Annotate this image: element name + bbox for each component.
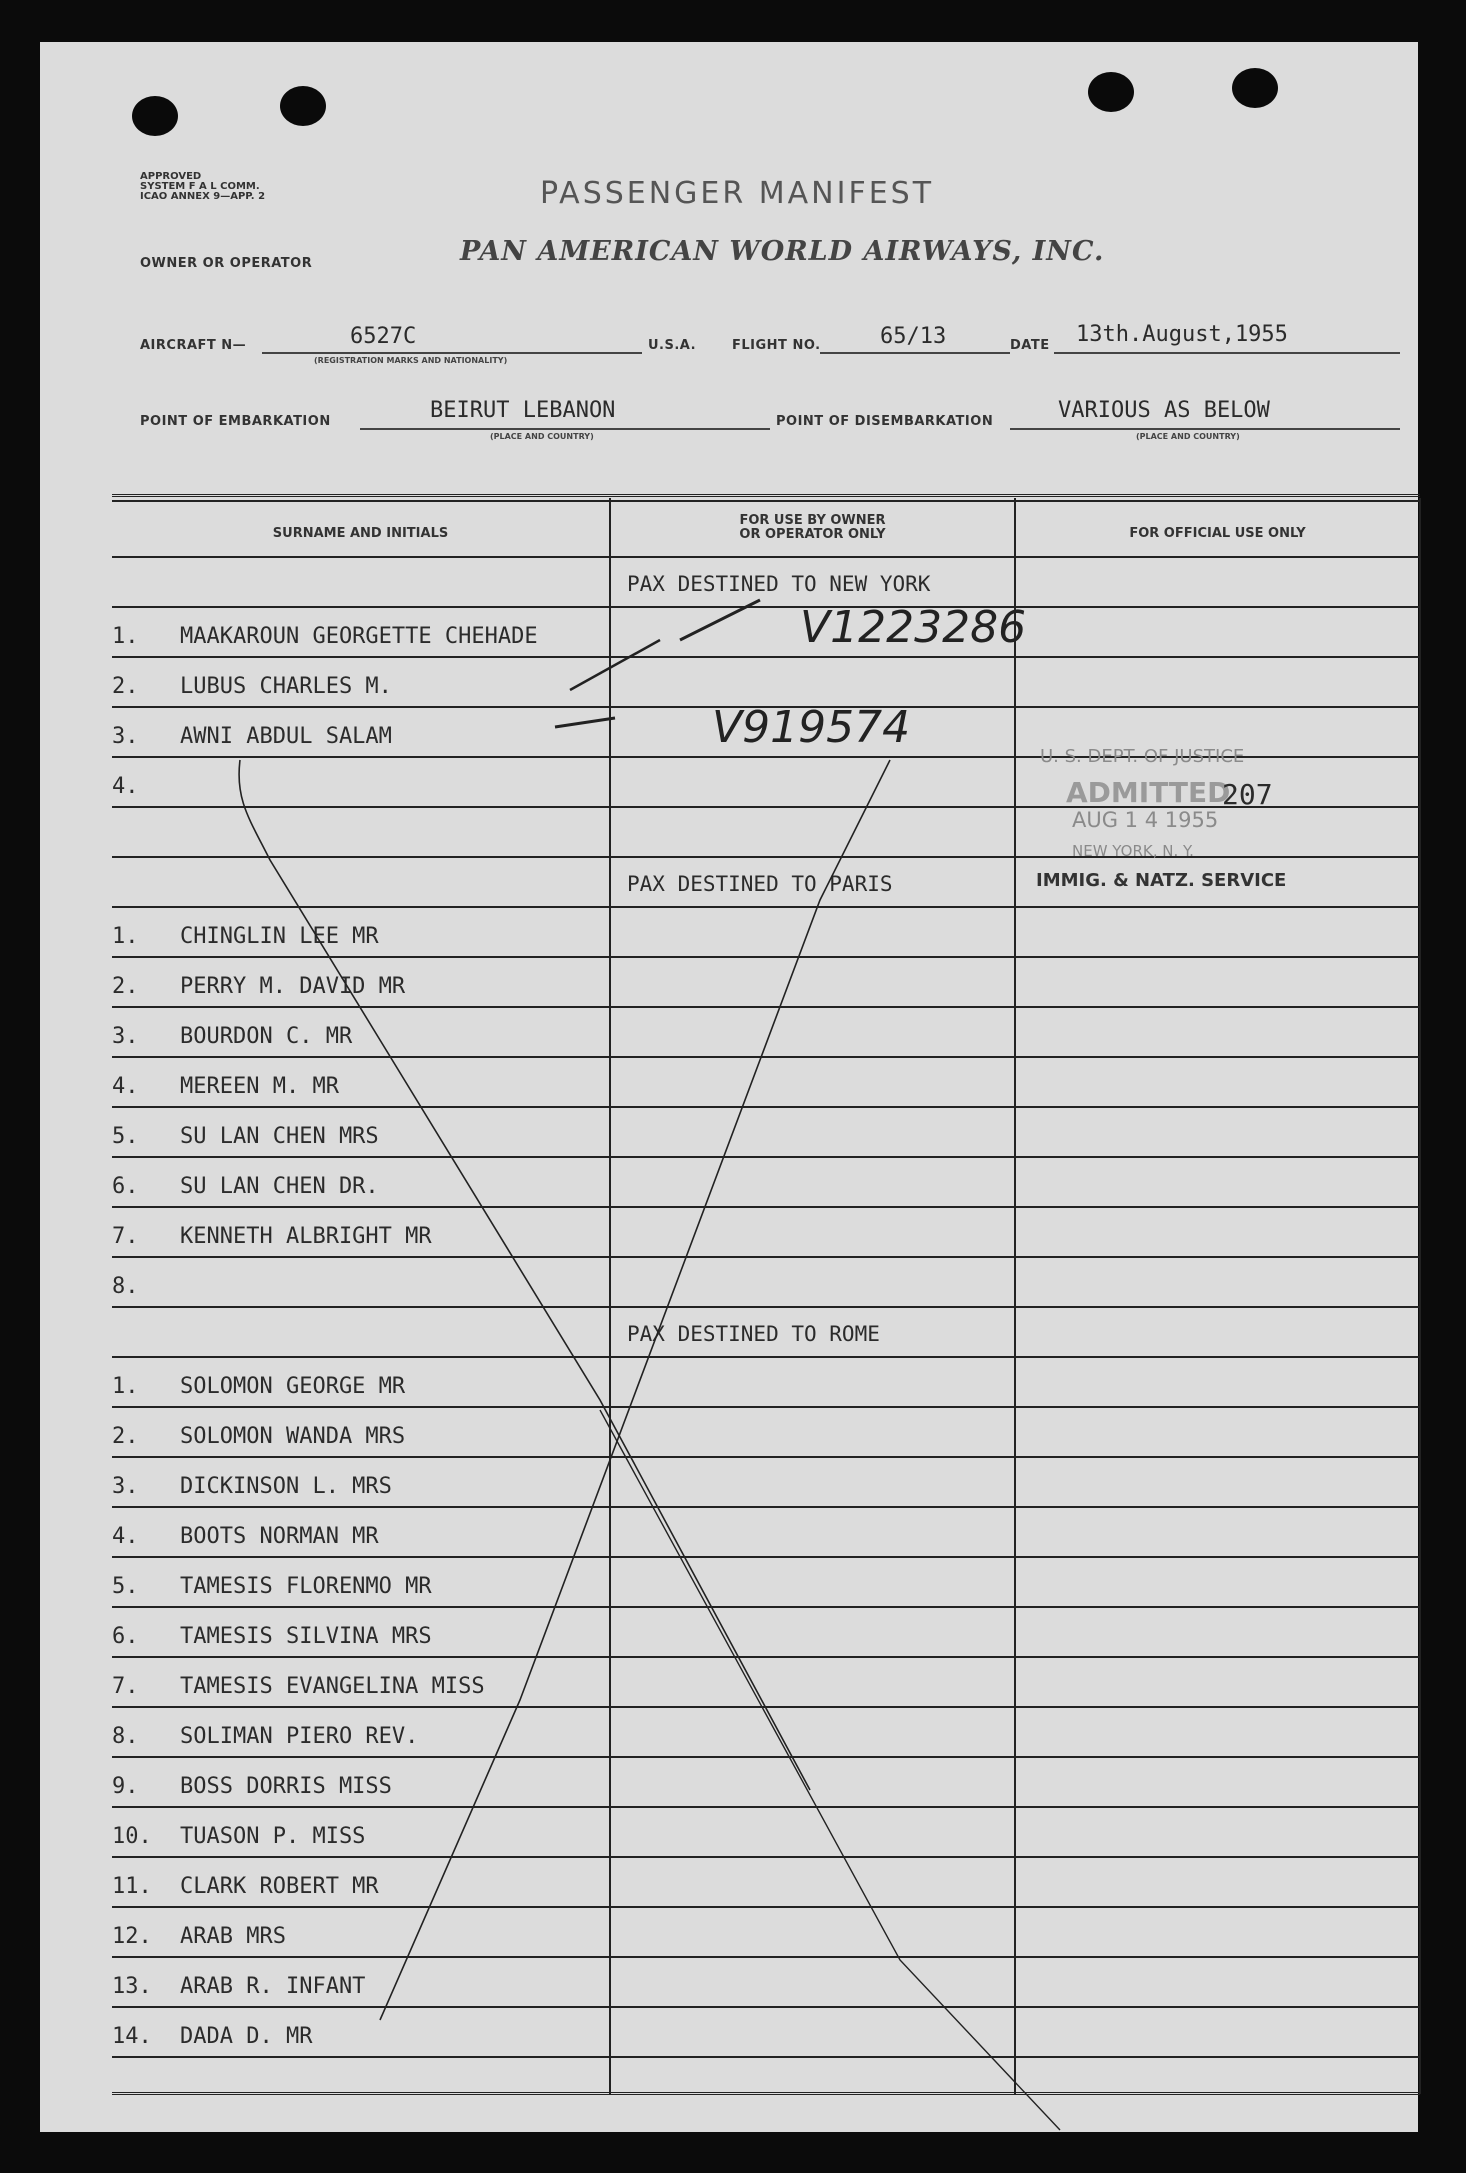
table-row: 14. DADA D. MR — [112, 2024, 313, 2049]
stamp-line-3: AUG 1 4 1955 — [1072, 808, 1219, 832]
owner-label: OWNER OR OPERATOR — [140, 256, 313, 271]
table-row: 4. BOOTS NORMAN MR — [112, 1524, 379, 1549]
aircraft-sub: (REGISTRATION MARKS AND NATIONALITY) — [314, 356, 508, 365]
aircraft-value: 6527C — [350, 324, 417, 349]
table-row: 3. DICKINSON L. MRS — [112, 1474, 392, 1499]
table-row: 6. TAMESIS SILVINA MRS — [112, 1624, 432, 1649]
table-row: 2. SOLOMON WANDA MRS — [112, 1424, 406, 1449]
stamp-line-5: IMMIG. & NATZ. SERVICE — [1036, 870, 1287, 891]
disembark-value: VARIOUS AS BELOW — [1058, 398, 1270, 423]
table-row: 3. AWNI ABDUL SALAM — [112, 724, 392, 749]
table-row: 8. SOLIMAN PIERO REV. — [112, 1724, 419, 1749]
embark-label: POINT OF EMBARKATION — [140, 414, 331, 429]
section-new-york: PAX DESTINED TO NEW YORK — [627, 572, 931, 596]
stamp-line-1: U. S. DEPT. OF JUSTICE — [1040, 746, 1245, 767]
table-row: 5. SU LAN CHEN MRS — [112, 1124, 379, 1149]
disembark-label: POINT OF DISEMBARKATION — [776, 414, 994, 429]
section-rome: PAX DESTINED TO ROME — [627, 1322, 880, 1346]
table-row: 2. LUBUS CHARLES M. — [112, 674, 392, 699]
aircraft-label: AIRCRAFT N— — [140, 338, 247, 353]
table-row: 1. SOLOMON GEORGE MR — [112, 1374, 406, 1399]
embark-sub: (PLACE AND COUNTRY) — [490, 432, 594, 441]
table-row: 1. MAAKAROUN GEORGETTE CHEHADE — [112, 624, 538, 649]
stamp-line-4: NEW YORK, N. Y. — [1072, 842, 1194, 860]
table-row: 5. TAMESIS FLORENMO MR — [112, 1574, 432, 1599]
column-owner: FOR USE BY OWNER OR OPERATOR ONLY — [739, 513, 886, 542]
table-row: 7. KENNETH ALBRIGHT MR — [112, 1224, 432, 1249]
usa-label: U.S.A. — [648, 338, 697, 353]
stamp-line-2: ADMITTED — [1066, 776, 1231, 809]
table-row: 3. BOURDON C. MR — [112, 1024, 353, 1049]
stamp-number: 207 — [1222, 778, 1273, 811]
handwritten-visa-1: V1223286 — [800, 602, 1027, 653]
table-row: 9. BOSS DORRIS MISS — [112, 1774, 392, 1799]
table-row: 8. — [112, 1274, 139, 1299]
table-row: 11. CLARK ROBERT MR — [112, 1874, 379, 1899]
column-surname: SURNAME AND INITIALS — [272, 526, 449, 541]
table-row: 4. MEREEN M. MR — [112, 1074, 339, 1099]
date-value: 13th.August,1955 — [1076, 322, 1288, 347]
section-paris: PAX DESTINED TO PARIS — [627, 872, 893, 896]
page-title: PASSENGER MANIFEST — [540, 176, 935, 211]
flight-label: FLIGHT NO. — [732, 338, 821, 353]
table-row: 4. — [112, 774, 139, 799]
approval-note: APPROVED SYSTEM F A L COMM. ICAO ANNEX 9—APP. 2 — [140, 171, 266, 202]
disembark-sub: (PLACE AND COUNTRY) — [1136, 432, 1240, 441]
table-row: 2. PERRY M. DAVID MR — [112, 974, 406, 999]
handwritten-visa-2: V919574 — [712, 702, 911, 753]
owner-value: PAN AMERICAN WORLD AIRWAYS, INC. — [460, 236, 1105, 267]
flight-value: 65/13 — [880, 324, 947, 349]
embark-value: BEIRUT LEBANON — [430, 398, 616, 423]
table-row: 13. ARAB R. INFANT — [112, 1974, 366, 1999]
table-row: 12. ARAB MRS — [112, 1924, 286, 1949]
table-row: 6. SU LAN CHEN DR. — [112, 1174, 379, 1199]
table-row: 7. TAMESIS EVANGELINA MISS — [112, 1674, 485, 1699]
table-row: 1. CHINGLIN LEE MR — [112, 924, 379, 949]
table-row: 10. TUASON P. MISS — [112, 1824, 366, 1849]
date-label: DATE — [1010, 338, 1050, 353]
column-official: FOR OFFICIAL USE ONLY — [1129, 526, 1306, 541]
